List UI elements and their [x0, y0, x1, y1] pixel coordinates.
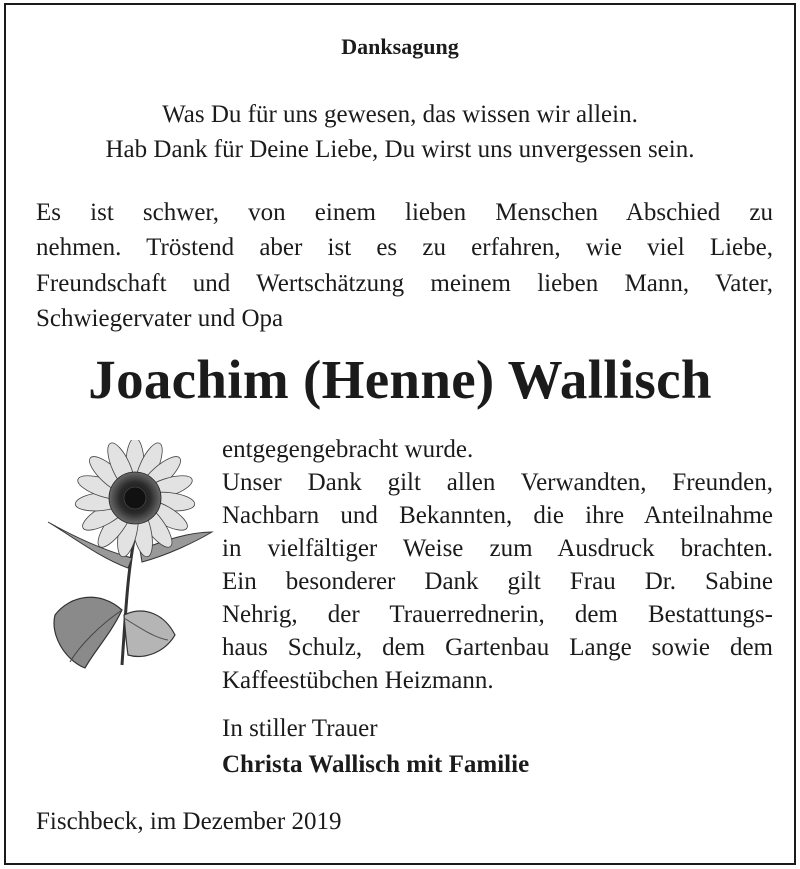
intro-line: Es ist schwer, von einem lieben Menschen Abschied zu [36, 199, 773, 226]
notice-heading: Danksagung [341, 34, 459, 59]
body-line: in vielfältiger Weise zum Ausdruck brachten. [222, 535, 773, 562]
poem-line: Hab Dank für Deine Liebe, Du wirst uns unvergessen sein. [105, 136, 695, 163]
intro-paragraph [36, 195, 773, 336]
body-line: haus Schulz, dem Gartenbau Lange sowie dem [222, 634, 773, 661]
body-line: Ein besonderer Dank gilt Frau Dr. Sabine [222, 568, 773, 595]
poem-verse [6, 97, 794, 167]
body-line: Unser Dank gilt allen Verwandten, Freunden, [222, 469, 773, 496]
body-line: Nehrig, der Trauerrednerin, dem Bestattungs- [222, 601, 773, 628]
intro-line: Freundschaft und Wertschätzung meinem lieben Mann, Vater, [36, 269, 773, 297]
body-line: Nachbarn und Bekannten, die ihre Anteilnahme [222, 502, 773, 529]
body-line: entgegengebracht wurde. [222, 436, 474, 463]
place-date: Fischbeck, im Dezember 2019 [36, 808, 342, 835]
signature-intro: In stiller Trauer [222, 715, 378, 742]
signature-name: Christa Wallisch mit Familie [222, 751, 530, 778]
deceased-name: Joachim (Henne) Wallisch [88, 349, 712, 410]
poem-line: Was Du für uns gewesen, das wissen wir allein. [162, 101, 638, 128]
intro-line: nehmen. Tröstend aber ist es zu erfahren, wie viel Liebe, [36, 234, 773, 262]
obituary-notice [4, 3, 796, 865]
sunflower-icon [40, 440, 220, 675]
intro-line: Schwiegervater und Opa [36, 304, 284, 332]
body-line: Kaffeestübchen Heizmann. [222, 667, 494, 694]
body-paragraph [222, 433, 773, 697]
